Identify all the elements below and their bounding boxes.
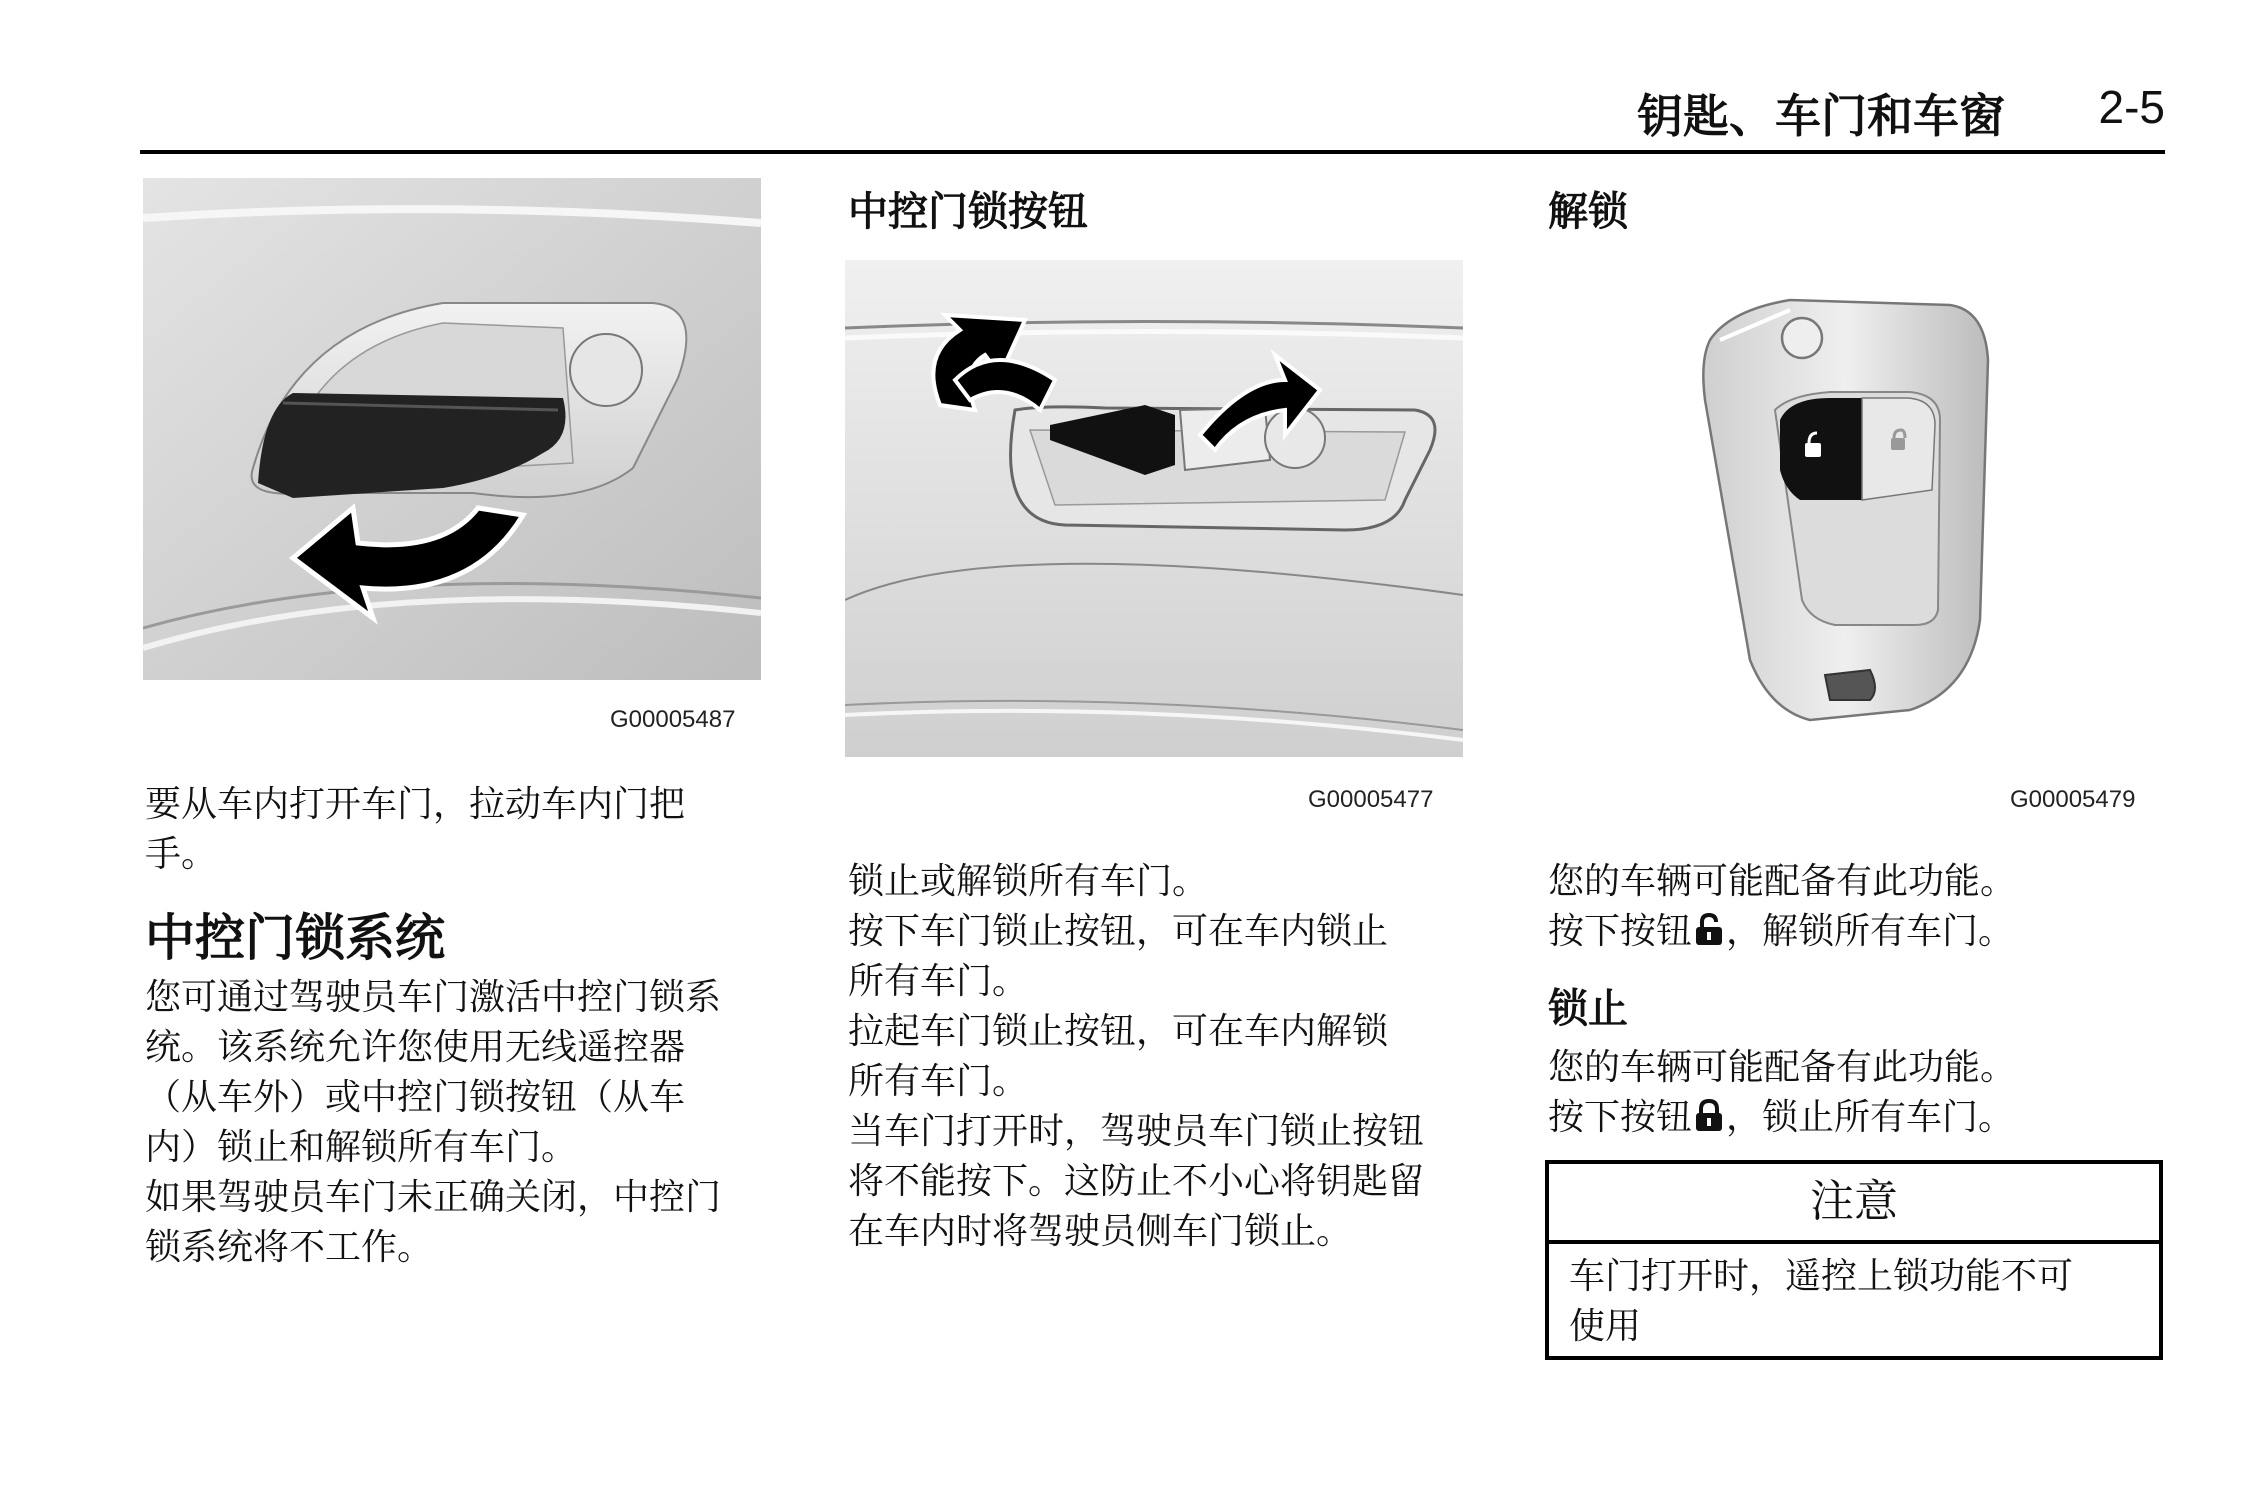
intro-paragraph [145, 780, 785, 880]
figure-code: G00005479 [2010, 786, 2136, 813]
notice-title: 注意 [1549, 1164, 2159, 1244]
text-line: 使用 [1569, 1306, 1642, 1347]
text-line: 如果驾驶员车门未正确关闭，中控门 [145, 1177, 722, 1218]
remote-key-illustration [1650, 280, 2030, 740]
text-line: 您的车辆可能配备有此功能。 [1548, 861, 2017, 902]
text-line: 车门打开时，遥控上锁功能不可 [1569, 1256, 2074, 1297]
text-line: 当车门打开时，驾驶员车门锁止按钮 [848, 1111, 1425, 1152]
page-number: 2-5 [2098, 81, 2165, 133]
text-line: 所有车门。 [848, 1061, 1029, 1102]
text-line: 所有车门。 [848, 961, 1029, 1002]
page-header [140, 70, 2165, 154]
lock-button-text [848, 857, 1488, 1257]
lock-icon [1694, 1097, 1724, 1131]
text-span: ，锁止所有车门。 [1726, 1097, 2015, 1138]
text-line: 按下车门锁止按钮，可在车内锁止 [848, 911, 1389, 952]
lock-button-drawing [845, 260, 1463, 757]
door-handle-illustration [143, 178, 761, 680]
text-line: 拉起车门锁止按钮，可在车内解锁 [848, 1011, 1389, 1052]
text-span: 按下按钮 [1548, 1097, 1693, 1138]
notice-body [1549, 1244, 2159, 1360]
text-line: 您可通过驾驶员车门激活中控门锁系 [145, 977, 722, 1018]
figure-code: G00005477 [1308, 786, 1434, 813]
lock-heading: 锁止 [1548, 986, 1628, 1032]
text-line [1548, 1093, 2188, 1143]
text-line: 锁止或解锁所有车门。 [848, 861, 1209, 902]
unlock-icon [1694, 911, 1724, 945]
text-span: 按下按钮 [1548, 911, 1693, 952]
lock-button-illustration [845, 260, 1463, 757]
central-lock-paragraph [145, 973, 785, 1273]
text-line: 将不能按下。这防止不小心将钥匙留 [848, 1161, 1425, 1202]
text-line: 在车内时将驾驶员侧车门锁止。 [848, 1211, 1353, 1252]
text-line: 手。 [145, 834, 218, 875]
text-line: 要从车内打开车门，拉动车内门把 [145, 784, 686, 825]
chapter-title: 钥匙、车门和车窗 [1637, 89, 2005, 143]
unlock-text [1548, 857, 2188, 957]
remote-key-drawing [1650, 280, 2030, 740]
door-handle-drawing [143, 178, 761, 680]
text-line: （从车外）或中控门锁按钮（从车 [145, 1077, 686, 1118]
text-line: 统。该系统允许您使用无线遥控器 [145, 1027, 686, 1068]
unlock-heading: 解锁 [1548, 189, 1628, 235]
lock-text [1548, 1043, 2188, 1143]
lock-button-heading: 中控门锁按钮 [848, 189, 1088, 235]
notice-box [1545, 1160, 2163, 1360]
figure-code: G00005487 [610, 706, 736, 733]
text-line: 锁系统将不工作。 [145, 1227, 434, 1268]
text-line: 您的车辆可能配备有此功能。 [1548, 1047, 2017, 1088]
section-title: 中控门锁系统 [145, 909, 445, 967]
text-line: 内）锁止和解锁所有车门。 [145, 1127, 578, 1168]
text-line [1548, 907, 2188, 957]
text-span: ，解锁所有车门。 [1726, 911, 2015, 952]
